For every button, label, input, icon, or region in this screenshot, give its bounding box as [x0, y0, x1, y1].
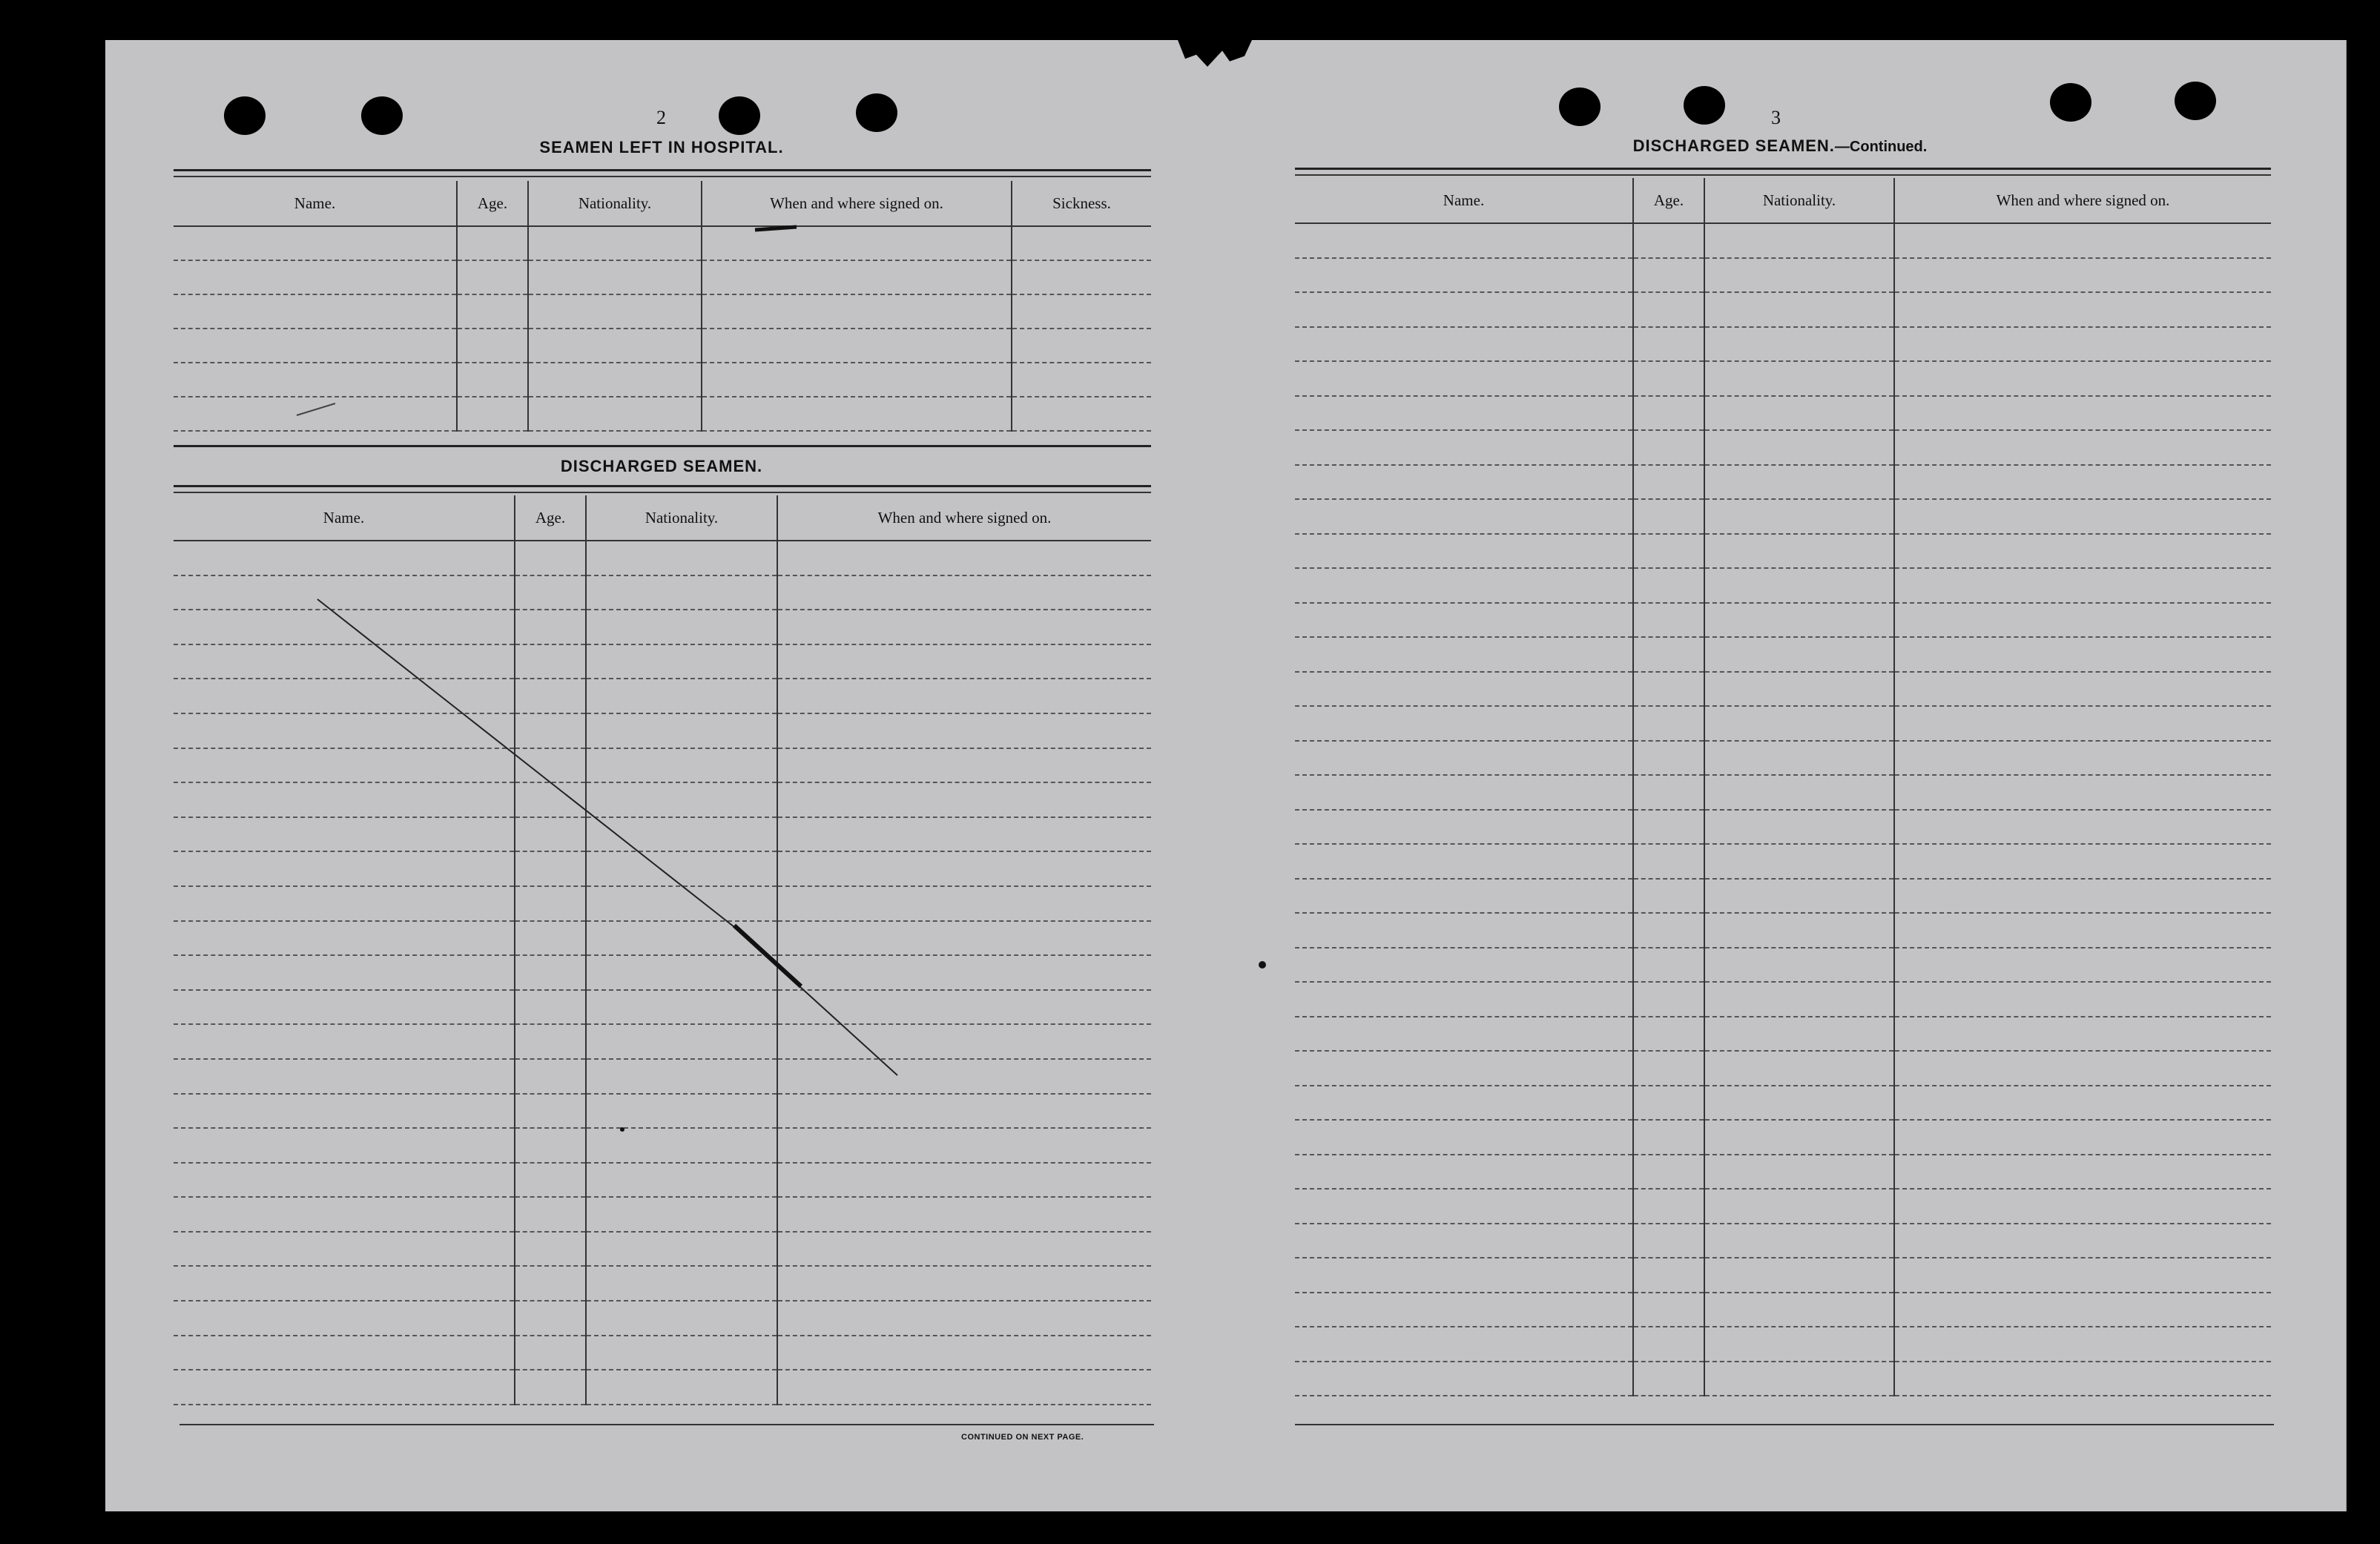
heavy-pen-stroke: [734, 926, 801, 986]
column-header-age: Age.: [457, 181, 528, 226]
section-title-suffix: —Continued.: [1834, 139, 1928, 155]
column-header-signed-on: When and where signed on.: [702, 181, 1012, 226]
ink-dot: [1259, 961, 1266, 969]
hospital-section-title: SEAMEN LEFT IN HOSPITAL.: [539, 138, 784, 156]
diagonal-pen-line: [317, 599, 897, 1075]
column-header-signed-on: When and where signed on.: [777, 495, 1151, 541]
light-pen-mark: [297, 403, 335, 415]
section-title-main: DISCHARGED SEAMEN.: [1632, 136, 1835, 155]
page-number-right: 3: [1771, 107, 1781, 128]
column-header-sickness: Sickness.: [1012, 181, 1151, 226]
short-pen-dash: [755, 227, 797, 230]
column-header-name: Name.: [174, 181, 457, 226]
continued-note: CONTINUED ON NEXT PAGE.: [961, 1433, 1084, 1442]
column-header-nationality: Nationality.: [528, 181, 702, 226]
column-header-age: Age.: [515, 495, 586, 541]
column-header-name: Name.: [174, 495, 515, 541]
column-header-nationality: Nationality.: [1704, 178, 1894, 223]
column-header-nationality: Nationality.: [586, 495, 777, 541]
discharged-section-title: DISCHARGED SEAMEN.: [560, 457, 763, 475]
column-header-signed-on: When and where signed on.: [1894, 178, 2271, 223]
page-number-left: 2: [656, 107, 666, 128]
column-header-name: Name.: [1295, 178, 1633, 223]
column-header-age: Age.: [1633, 178, 1704, 223]
ink-dot: [620, 1127, 624, 1132]
